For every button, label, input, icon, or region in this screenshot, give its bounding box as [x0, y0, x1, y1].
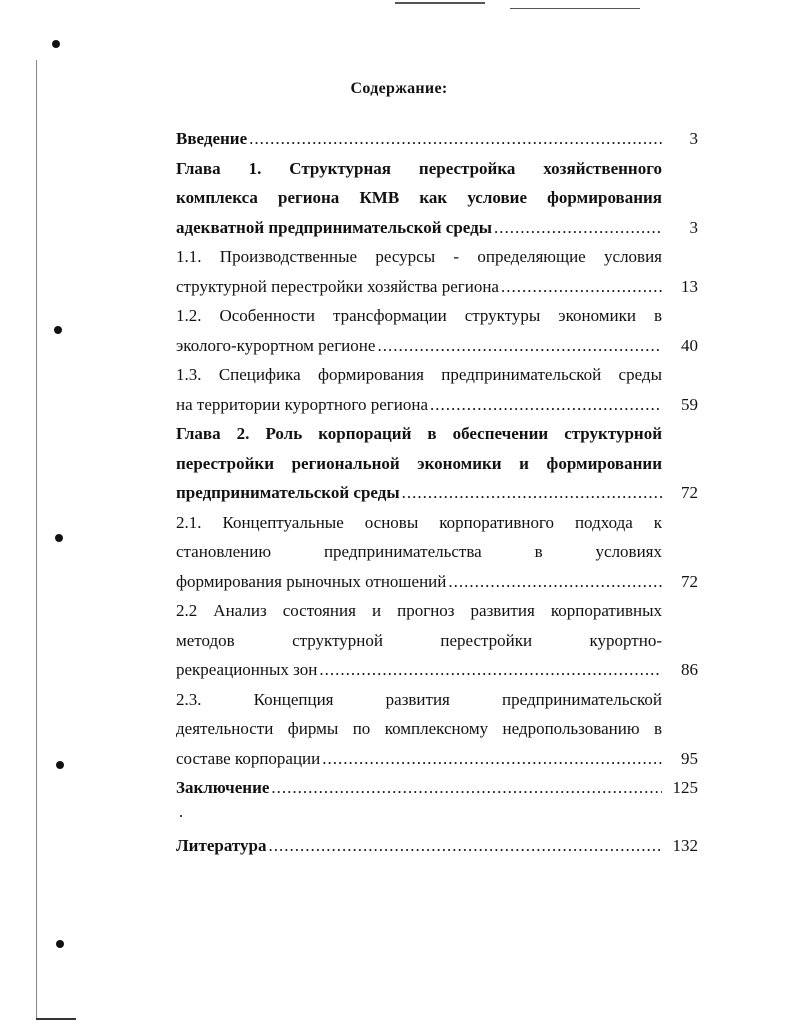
- punch-hole-icon: [56, 761, 64, 769]
- toc-entry-title: составе корпорации: [176, 748, 321, 768]
- scan-artifact-line: [395, 2, 485, 4]
- toc-leader-dots: [402, 478, 662, 508]
- toc-entry-line: 2.2 Анализ состояния и прогноз развития корпоративных: [176, 601, 662, 620]
- toc-page-number: 72: [681, 483, 698, 502]
- toc-entry-title: формирования рыночных отношений: [176, 571, 447, 591]
- toc-entry-line: комплекса региона КМВ как условие формирования: [176, 188, 662, 207]
- toc-entry-title: адекватной предпринимательской среды: [176, 217, 492, 237]
- toc-entry-section-2-2: [176, 596, 698, 685]
- toc-leader-dots: [249, 124, 662, 154]
- toc-page-number: 86: [681, 660, 698, 679]
- table-of-contents: [176, 124, 698, 860]
- toc-leader-dots: [268, 831, 662, 861]
- toc-page-number: 72: [681, 571, 698, 591]
- scan-artifact-line: [510, 8, 640, 9]
- scan-edge-bottom: [36, 1018, 76, 1020]
- spacer: [176, 803, 698, 831]
- toc-page-number: 13: [681, 276, 698, 296]
- toc-entry-section-1-1: [176, 242, 698, 301]
- punch-hole-icon: [55, 534, 63, 542]
- toc-entry-conclusion: [176, 773, 698, 803]
- toc-page-number: 3: [689, 217, 698, 237]
- toc-leader-dots: [448, 567, 662, 597]
- toc-entry-line: 1.3. Специфика формирования предпринимательской среды: [176, 365, 662, 384]
- toc-entry-line: Глава 2. Роль корпораций в обеспечении структурной: [176, 424, 662, 443]
- toc-entry-title: эколого-курортном регионе: [176, 335, 376, 355]
- toc-entry-chapter-2: [176, 419, 698, 508]
- toc-page-number: 40: [681, 335, 698, 355]
- toc-entry-line: 2.1. Концептуальные основы корпоративного подхода к: [176, 512, 662, 532]
- toc-entry-line: становлению предпринимательства в условиях: [176, 542, 662, 561]
- toc-entry-section-2-1: [176, 508, 698, 597]
- toc-leader-dots: [377, 331, 662, 361]
- toc-entry-title: Заключение: [176, 778, 270, 797]
- toc-leader-dots: [319, 655, 662, 685]
- toc-leader-dots: [494, 213, 662, 243]
- toc-entry-title: предпринимательской среды: [176, 483, 400, 502]
- toc-entry-title: структурной перестройки хозяйства региона: [176, 276, 499, 296]
- page-title: Содержание:: [350, 80, 448, 97]
- toc-entry-section-1-3: [176, 360, 698, 419]
- punch-hole-icon: [54, 326, 62, 334]
- toc-entry-title: на территории курортного региона: [176, 394, 428, 414]
- toc-leader-dots: [271, 773, 662, 803]
- toc-entry-intro: [176, 124, 698, 154]
- toc-leader-dots: [322, 744, 662, 774]
- toc-entry-title: рекреационных зон: [176, 660, 318, 679]
- toc-entry-title: Введение: [176, 129, 248, 148]
- toc-leader-dots: [501, 272, 662, 302]
- toc-entry-section-2-3: [176, 685, 698, 774]
- toc-entry-section-1-2: [176, 301, 698, 360]
- toc-entry-line: 1.1. Производственные ресурсы - определяющие условия: [176, 247, 662, 266]
- toc-entry-line: 2.3. Концепция развития предпринимательской: [176, 689, 662, 709]
- toc-entry-line: 1.2. Особенности трансформации структуры экономики в: [176, 306, 662, 325]
- toc-entry-title: Литература: [176, 835, 267, 855]
- toc-page-number: 125: [672, 778, 698, 797]
- toc-entry-chapter-1: [176, 154, 698, 243]
- toc-entry-line: методов структурной перестройки курортно-: [176, 630, 662, 650]
- toc-page-number: 3: [689, 129, 698, 148]
- punch-hole-icon: [52, 40, 60, 48]
- toc-entry-literature: [176, 831, 698, 861]
- toc-entry-line: перестройки региональной экономики и формировании: [176, 453, 662, 473]
- toc-page-number: 95: [681, 748, 698, 768]
- toc-page-number: 59: [681, 394, 698, 414]
- toc-entry-line: Глава 1. Структурная перестройка хозяйственного: [176, 158, 662, 178]
- toc-leader-dots: [430, 390, 662, 420]
- toc-entry-line: деятельности фирмы по комплексному недропользованию в: [176, 719, 662, 738]
- scan-edge-left: [36, 60, 37, 1020]
- punch-hole-icon: [56, 940, 64, 948]
- toc-page-number: 132: [672, 835, 698, 855]
